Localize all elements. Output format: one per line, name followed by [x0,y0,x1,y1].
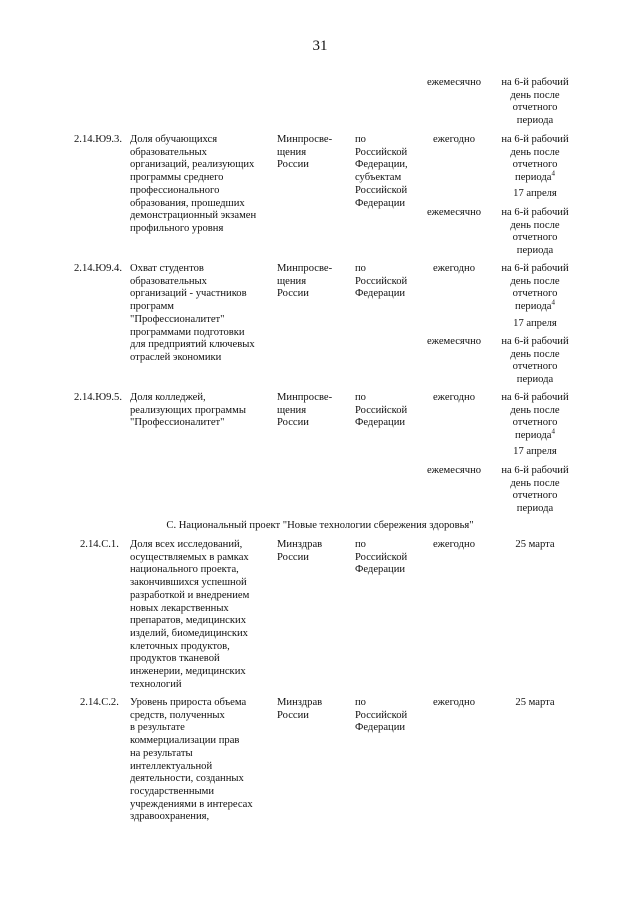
row-deadline-date: 17 апреля [513,446,557,457]
row-deadline: 25 марта [515,539,555,550]
row-authority: Минпросве- щения России [277,392,333,429]
row-authority: Минздрав России [277,697,323,721]
row-frequency: ежегодно [432,539,475,550]
row-level: по Российской Федерации [355,697,408,734]
top-frequency: ежемесячно [426,77,482,88]
row-code: 2.14.Ю9.4. [74,263,122,274]
row-frequency: ежегодно [432,392,475,403]
row-code: 2.14.Ю9.5. [74,392,122,403]
row-frequency: ежегодно [432,263,475,274]
row-code: 2.14.Ю9.3. [74,134,122,145]
row-deadline-monthly: на 6-й рабочий день после отчетного периода [501,336,569,386]
row-indicator-name: Доля обучающихся образовательных организаций, реализующих программы среднего профессионального образования, прошедших демонстрационный экзамен профильного уровня [130,134,257,234]
row-frequency-monthly: ежемесячно [426,207,482,218]
row-level: по Российской Федерации [355,263,408,300]
row-level: по Российской Федерации [355,539,408,576]
row-frequency: ежегодно [432,697,475,708]
row-level: по Российской Федерации, субъектам Российской Федерации [355,134,408,209]
row-code: 2.14.С.1. [80,539,119,550]
row-indicator-name: Уровень прироста объема средств, полученных в результате коммерциализации прав на результаты интеллектуальной деятельности, созданных государственными учреждениями в интересах здравоохранения, [130,697,253,823]
top-deadline: на 6-й рабочий день после отчетного периода [501,77,569,127]
row-frequency: ежегодно [432,134,475,145]
row-code: 2.14.С.2. [80,697,119,708]
row-deadline: 25 марта [515,697,555,708]
row-authority: Минздрав России [277,539,323,563]
row-level: по Российской Федерации [355,392,408,429]
row-indicator-name: Доля всех исследований, осуществляемых в рамках национального проекта, закончившихся успешной разработкой и внедрением новых лекарственных препаратов, медицинских изделий, биомедицинских клеточных продуктов, продуктов тканевой инженерии, медицинских технологий [130,539,250,690]
row-authority: Минпросве- щения России [277,134,333,171]
page-number: 31 [312,38,328,54]
row-frequency-monthly: ежемесячно [426,465,482,476]
row-indicator-name: Доля колледжей, реализующих программы "Профессионалитет" [130,392,246,429]
row-deadline-date: 17 апреля [513,318,557,329]
row-authority: Минпросве- щения России [277,263,333,300]
row-deadline: на 6-й рабочий день после отчетного периода$^4$ [501,263,569,313]
row-deadline: на 6-й рабочий день после отчетного периода$^4$ [501,392,569,442]
row-indicator-name: Охват студентов образовательных организаций - участников программ "Профессионалитет" программами подготовки для предприятий ключевых отраслей экономики [130,263,255,363]
row-deadline-date: 17 апреля [513,188,557,199]
section-heading: С. Национальный проект "Новые технологии сбережения здоровья" [166,520,474,531]
footnote-mark: 4 [551,169,555,178]
footnote-mark: 4 [551,298,555,307]
row-deadline-monthly: на 6-й рабочий день после отчетного периода [501,207,569,257]
row-deadline-monthly: на 6-й рабочий день после отчетного периода [501,465,569,515]
row-frequency-monthly: ежемесячно [426,336,482,347]
footnote-mark: 4 [551,427,555,436]
row-deadline: на 6-й рабочий день после отчетного периода$^4$ [501,134,569,184]
